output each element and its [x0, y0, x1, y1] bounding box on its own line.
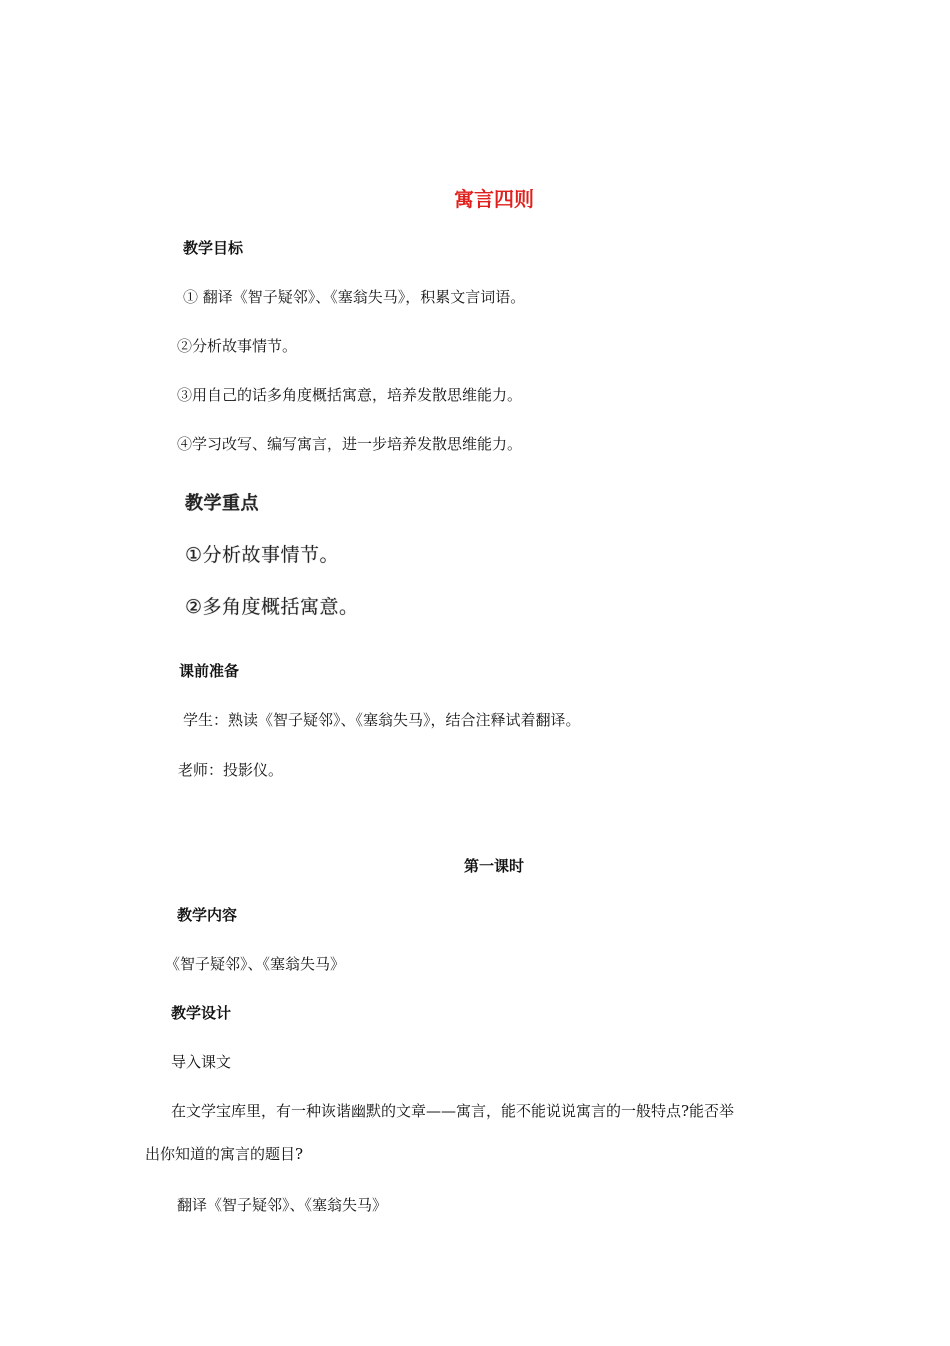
content-text: 《智子疑邻》、《塞翁失马》 [165, 955, 346, 973]
preparation-item-teacher: 老师：投影仪。 [178, 761, 284, 779]
intro-paragraph-line-1: 在文学宝库里，有一种诙谐幽默的文章——寓言，能不能说说寓言的一般特点?能否举 [171, 1102, 735, 1120]
intro-heading: 导入课文 [171, 1053, 232, 1071]
objective-item-4: ④学习改写、编写寓言，进一步培养发散思维能力。 [177, 435, 523, 453]
translate-heading: 翻译《智子疑邻》、《塞翁失马》 [177, 1196, 388, 1214]
document-title: 寓言四则 [454, 187, 534, 211]
objective-item-3: ③用自己的话多角度概括寓意，培养发散思维能力。 [177, 386, 523, 404]
key-points-heading: 教学重点 [185, 493, 259, 514]
objectives-heading: 教学目标 [183, 239, 244, 257]
key-point-item-2: ②多角度概括寓意。 [185, 596, 359, 618]
intro-paragraph-line-2: 出你知道的寓言的题目? [145, 1145, 304, 1163]
objective-item-2: ②分析故事情节。 [177, 337, 298, 355]
key-point-item-1: ①分析故事情节。 [185, 544, 340, 566]
objective-item-1: ① 翻译《智子疑邻》、《塞翁失马》，积累文言词语。 [183, 288, 526, 306]
content-heading: 教学内容 [177, 906, 238, 924]
design-heading: 教学设计 [171, 1004, 232, 1022]
preparation-heading: 课前准备 [179, 662, 240, 680]
preparation-item-students: 学生：熟读《智子疑邻》、《塞翁失马》，结合注释试着翻译。 [183, 711, 581, 729]
lesson-heading: 第一课时 [463, 857, 524, 875]
